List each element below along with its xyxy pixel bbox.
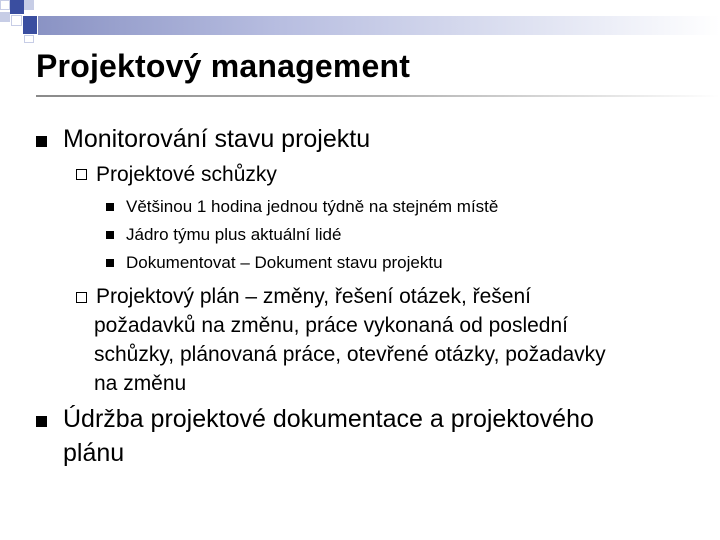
- sub-sub-bullet-text: Dokumentovat – Dokument stavu projektu: [126, 253, 443, 272]
- corner-square: [10, 0, 24, 14]
- corner-square: [0, 0, 10, 10]
- corner-square: [24, 35, 34, 43]
- sub-sub-bullet-text: Většinou 1 hodina jednou týdně na stejném místě: [126, 197, 499, 216]
- bullet-text: plánu: [63, 439, 125, 467]
- sub-bullet-line: na změnu: [94, 372, 187, 395]
- hollow-square-bullet-icon: [76, 169, 87, 180]
- hollow-square-bullet-icon: [76, 292, 87, 303]
- square-bullet-icon: [106, 231, 114, 239]
- bullet-text: Monitorování stavu projektu: [63, 125, 371, 153]
- sub-sub-bullet-text: Jádro týmu plus aktuální lidé: [126, 225, 342, 244]
- square-bullet-icon: [106, 259, 114, 267]
- corner-square: [23, 16, 37, 34]
- slide-title: Projektový management: [36, 48, 411, 84]
- sub-bullet-text: Projektové schůzky: [96, 163, 277, 186]
- sub-bullet-line: schůzky, plánovaná práce, otevřené otázky, požadavky: [94, 343, 606, 366]
- square-bullet-icon: [36, 136, 47, 147]
- sub-bullet-line: Projektový plán – změny, řešení otázek, řešení: [96, 285, 531, 308]
- header-gradient-bar: [38, 16, 720, 35]
- title-divider: [36, 95, 720, 97]
- bullet-text: Údržba projektové dokumentace a projektového: [63, 405, 594, 433]
- corner-square: [24, 0, 34, 10]
- sub-bullet-line: požadavků na změnu, práce vykonaná od poslední: [94, 314, 568, 337]
- square-bullet-icon: [36, 416, 47, 427]
- square-bullet-icon: [106, 203, 114, 211]
- corner-square: [11, 15, 22, 26]
- corner-square: [0, 12, 10, 22]
